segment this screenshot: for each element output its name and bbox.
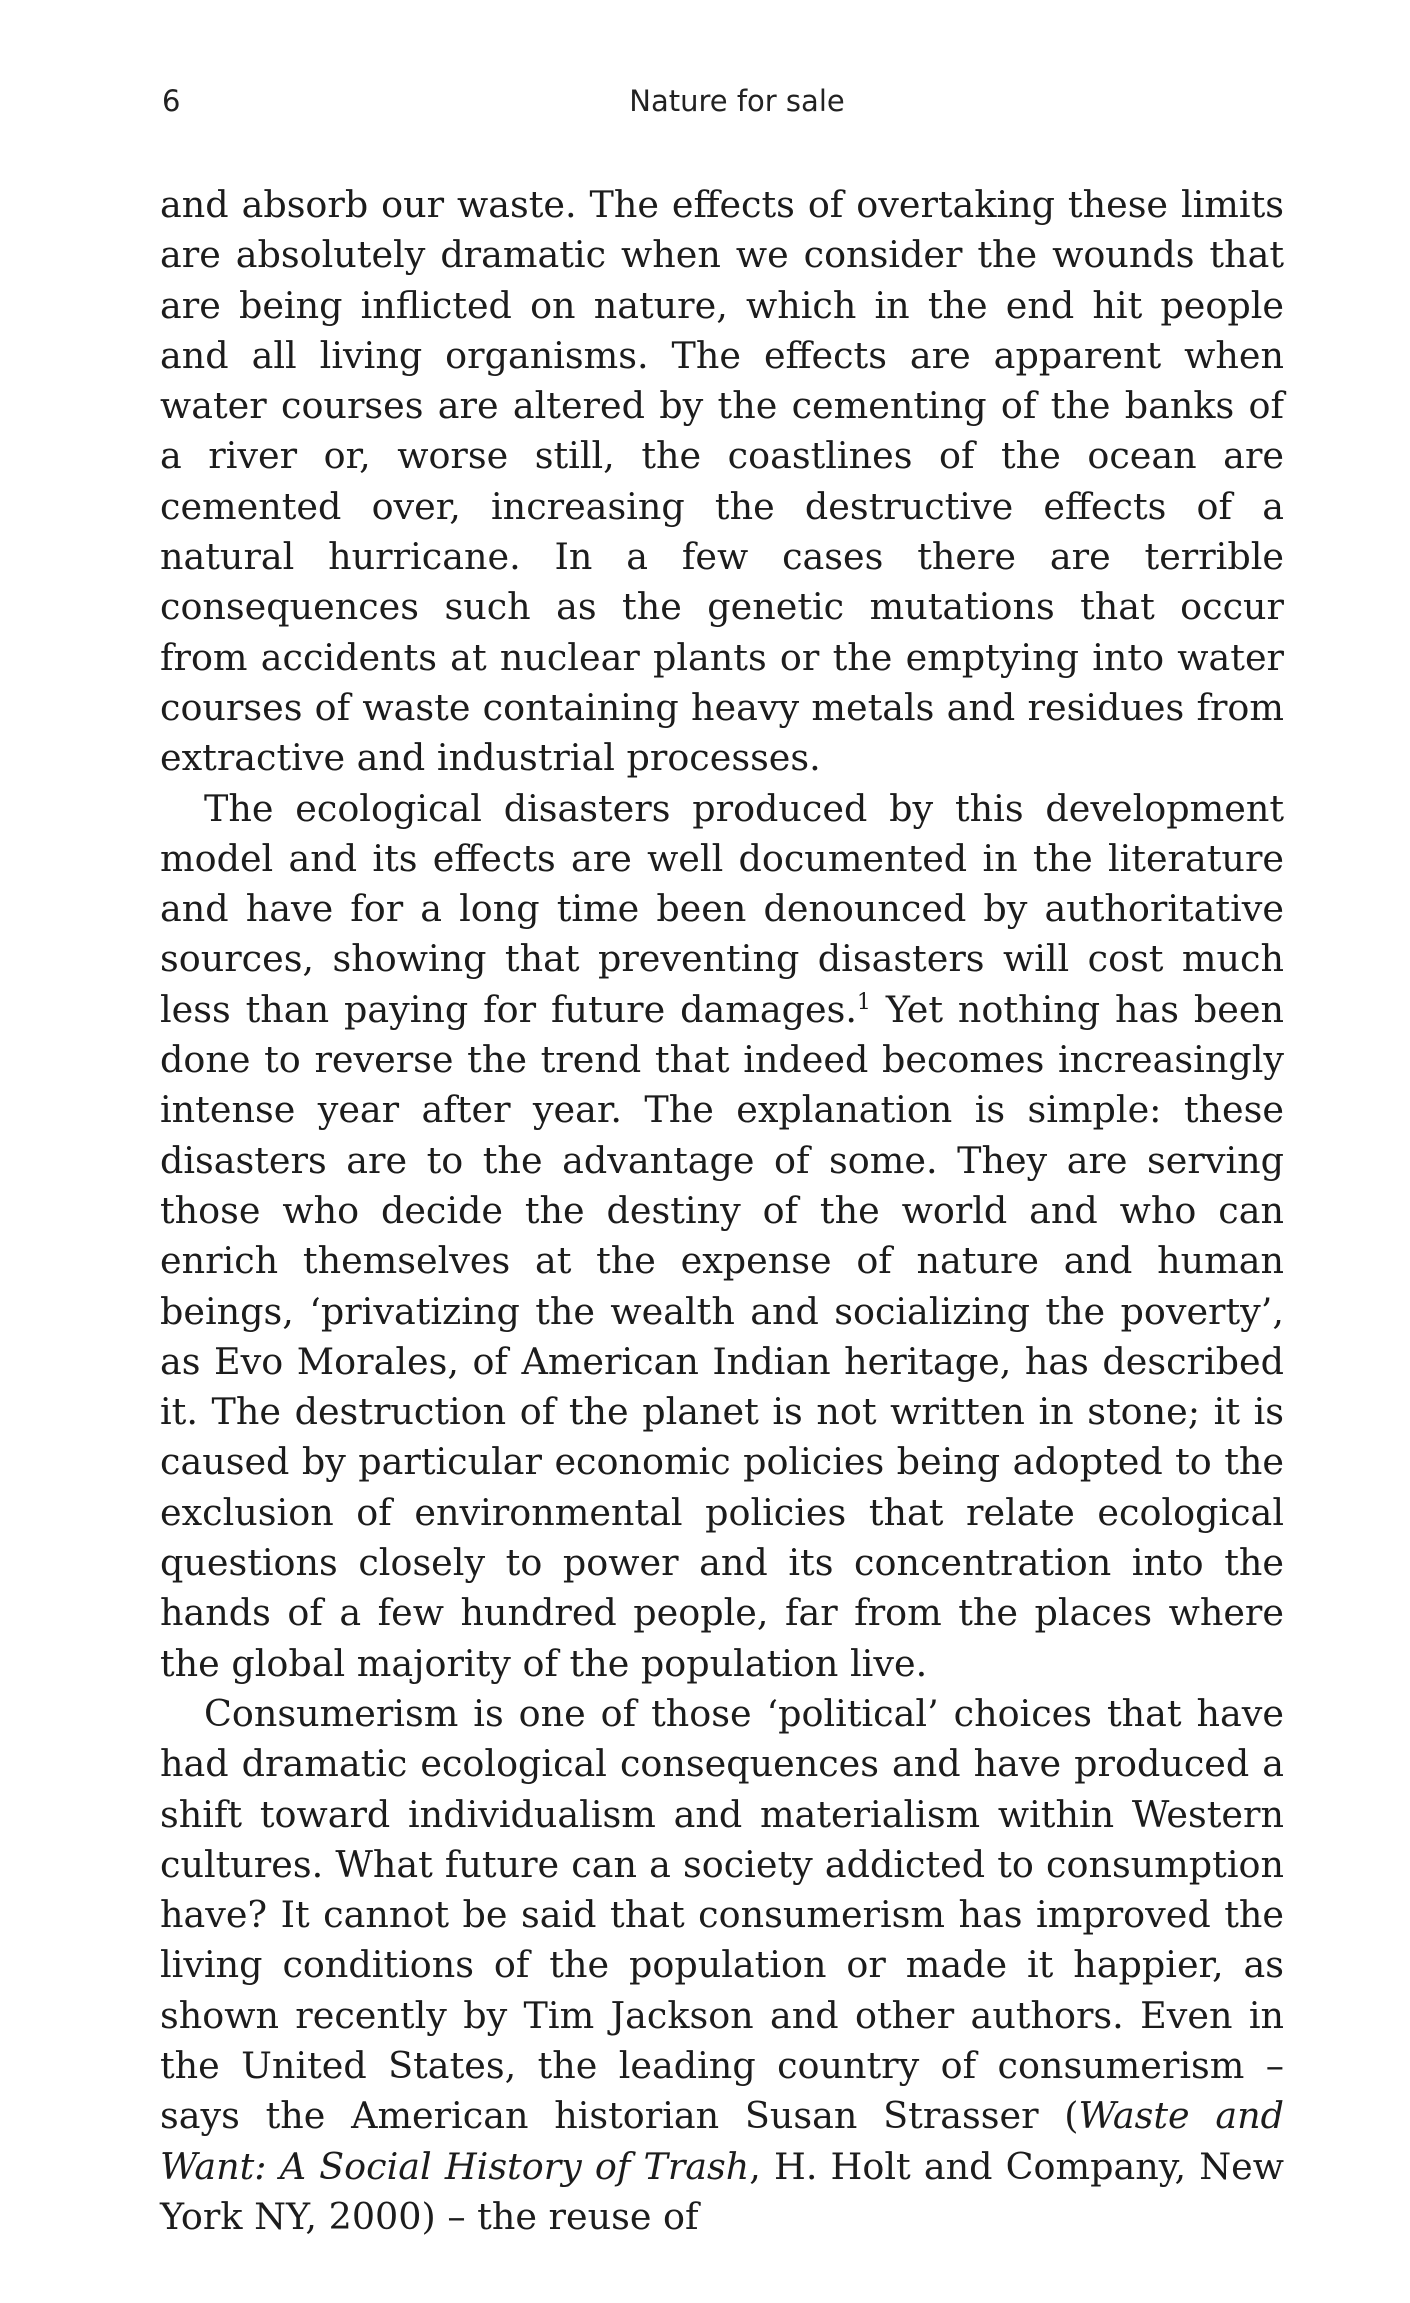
running-title: Nature for sale bbox=[629, 84, 845, 118]
paragraph-ecological-disasters bbox=[160, 784, 1284, 1689]
paragraph-consumerism bbox=[160, 1689, 1284, 2242]
paragraph-text: , H. Holt and Company, New York NY, 2000) – the reuse of bbox=[160, 2144, 1284, 2238]
paragraph-text: Consumerism is one of those ‘political’ choices that have had dramatic ecological consequences and have produced a shift toward individualism and materialism within Western cultures. What future can a society addicted to consumption have? It cannot be said that consumerism has improved the living conditions of the population or made it happier, as shown recently by Tim Jackson and other authors. Even in the United States, the leading country of consumerism – says the American historian Susan Strasser ( bbox=[160, 1691, 1284, 2138]
page-number: 6 bbox=[162, 84, 181, 118]
running-head bbox=[162, 84, 1282, 124]
body-text bbox=[160, 180, 1284, 2242]
paragraph-text: The ecological disasters produced by this development model and its effects are well documented in the literature and have for a long time been denounced by authoritative sources, showing that preventing disasters will cost much less than paying for future damages. bbox=[160, 786, 1284, 1031]
paragraph-text: Yet nothing has been done to reverse the trend that indeed becomes increasingly intense year after year. The explanation is simple: these disasters are to the advantage of some. They are serving those who decide the destiny of the world and who can enrich themselves at the expense of nature and human beings, ‘privatizing the wealth and socializing the poverty’, as Evo Morales, of American Indian heritage, has described it. The destruction of the planet is not written in stone; it is caused by particular economic policies being adopted to the exclusion of environmental policies that relate ecological questions closely to power and its concentration into the hands of a few hundred people, far from the places where the global majority of the population live. bbox=[160, 987, 1284, 1685]
footnote-reference: 1 bbox=[856, 989, 871, 1015]
paragraph-continued: and absorb our waste. The effects of overtaking these limits are absolutely dramatic when we consider the wounds that are being inflicted on nature, which in the end hit people and all living organisms. The effects are apparent when water courses are altered by the cementing of the banks of a river or, worse still, the coastlines of the ocean are cemented over, increasing the destructive effects of a natural hurricane. In a few cases there are terrible consequences such as the genetic mutations that occur from accidents at nuclear plants or the emptying into water courses of waste containing heavy metals and residues from extractive and industrial processes. bbox=[160, 183, 1284, 780]
book-title: Waste and Want: A Social History of Trash bbox=[160, 2094, 1285, 2188]
